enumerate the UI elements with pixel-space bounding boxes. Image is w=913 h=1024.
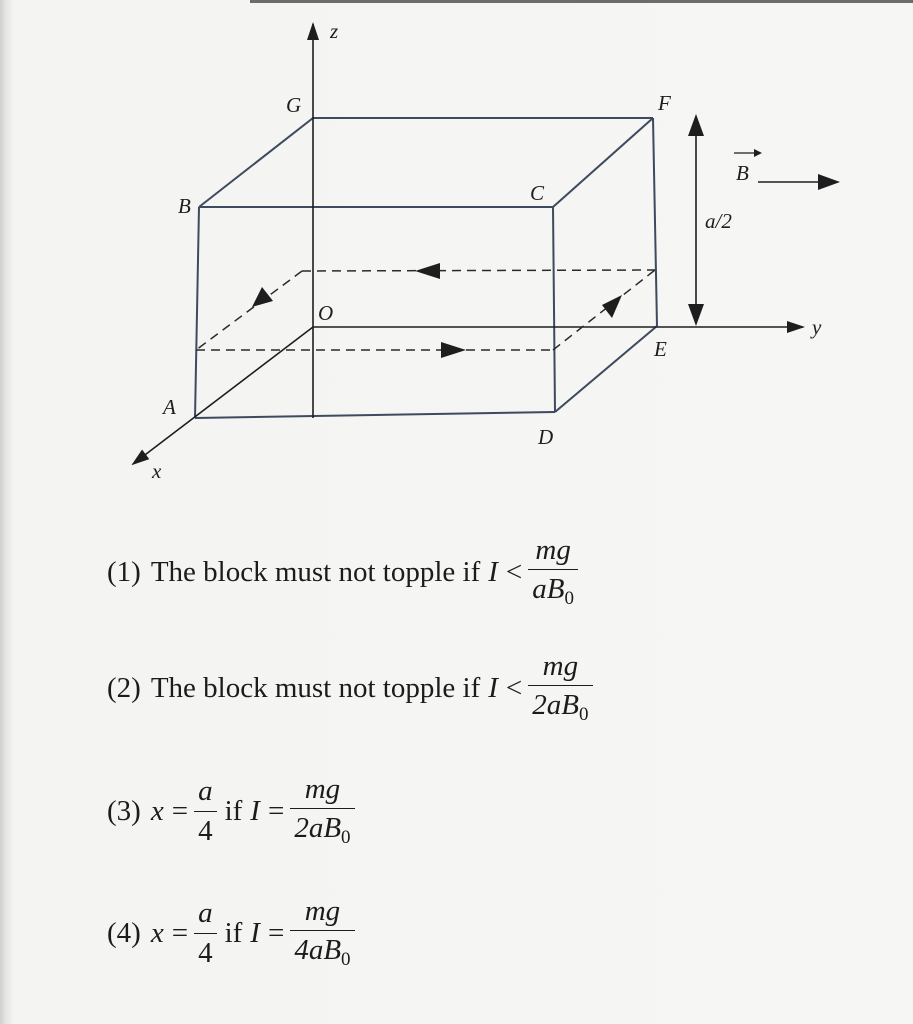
- arrow-up-right-icon: [602, 295, 622, 318]
- current-var: I: [488, 671, 498, 704]
- edge-FE: [653, 118, 657, 326]
- box-diagram: [0, 0, 913, 500]
- edge-CD: [553, 207, 555, 412]
- denominator: $4aB_0$: [290, 930, 354, 970]
- fraction: [290, 774, 354, 848]
- current-var: I: [488, 555, 498, 588]
- equals: =: [171, 916, 189, 949]
- denominator: $aB_0$: [528, 569, 578, 609]
- arrow-down-left-icon: [252, 287, 273, 307]
- label-z: z: [330, 19, 339, 43]
- edge-CF: [553, 118, 653, 207]
- denominator: 4: [194, 811, 217, 846]
- edge-BG: [199, 118, 313, 207]
- fraction: [528, 651, 592, 725]
- vector-arrow-icon: [754, 149, 762, 157]
- edge-BA: [195, 207, 199, 418]
- option-number: (3): [107, 794, 141, 827]
- numerator: a: [198, 775, 213, 808]
- relation: =: [267, 916, 285, 949]
- denominator: $2aB_0$: [290, 808, 354, 848]
- numerator: a: [198, 897, 213, 930]
- denominator: 4: [194, 933, 217, 968]
- label-y: y: [812, 315, 822, 339]
- fraction-lhs: [194, 898, 217, 968]
- label-G: G: [286, 93, 302, 117]
- numerator: mg: [535, 534, 571, 566]
- height-arrow-up-icon: [688, 114, 704, 136]
- arrow-left-icon: [415, 263, 440, 279]
- arrow-right-icon: [441, 342, 466, 358]
- option-text: The block must not topple if: [150, 671, 481, 704]
- denominator: $2aB_0$: [528, 685, 592, 725]
- numerator: mg: [304, 895, 341, 927]
- edge-DE: [555, 326, 657, 412]
- label-B-field: B: [736, 161, 749, 185]
- label-C: C: [530, 181, 545, 205]
- x-var: x: [150, 794, 164, 827]
- label-A: A: [163, 395, 176, 419]
- equals: =: [171, 794, 189, 827]
- x-var: x: [150, 916, 164, 949]
- numerator: mg: [542, 650, 579, 682]
- option-1[interactable]: [107, 535, 578, 609]
- numerator: mg: [304, 773, 341, 805]
- label-height: a/2: [705, 209, 732, 233]
- label-F: F: [658, 91, 671, 115]
- option-number: (1): [107, 555, 141, 588]
- loop-right-edge: [553, 270, 655, 350]
- current-var: I: [250, 916, 260, 949]
- fraction: [290, 896, 354, 970]
- height-dimension: [688, 114, 704, 326]
- field-arrow-icon: [818, 174, 840, 190]
- axes: [133, 24, 803, 464]
- current-loop: [196, 270, 655, 350]
- label-D: D: [538, 425, 554, 449]
- relation: =: [267, 794, 285, 827]
- x-axis: [133, 327, 313, 464]
- loop-left-edge: [196, 271, 302, 350]
- edge-AD: [195, 412, 555, 418]
- relation: <: [505, 671, 523, 704]
- current-arrows: [252, 263, 622, 358]
- label-E: E: [654, 337, 667, 361]
- loop-back-edge: [302, 270, 655, 271]
- fraction: [528, 535, 578, 609]
- option-4[interactable]: [107, 896, 355, 970]
- option-2[interactable]: [107, 651, 593, 725]
- magnetic-field: [734, 149, 840, 190]
- option-number: (4): [107, 916, 141, 949]
- height-arrow-down-icon: [688, 304, 704, 326]
- current-var: I: [250, 794, 260, 827]
- option-number: (2): [107, 671, 141, 704]
- option-3[interactable]: [107, 774, 355, 848]
- label-B: B: [178, 194, 191, 218]
- relation: <: [505, 555, 523, 588]
- label-x: x: [152, 459, 162, 483]
- option-text: The block must not topple if: [150, 555, 481, 588]
- if-word: if: [224, 794, 243, 827]
- label-O: O: [318, 301, 334, 325]
- fraction-lhs: [194, 776, 217, 846]
- if-word: if: [224, 916, 243, 949]
